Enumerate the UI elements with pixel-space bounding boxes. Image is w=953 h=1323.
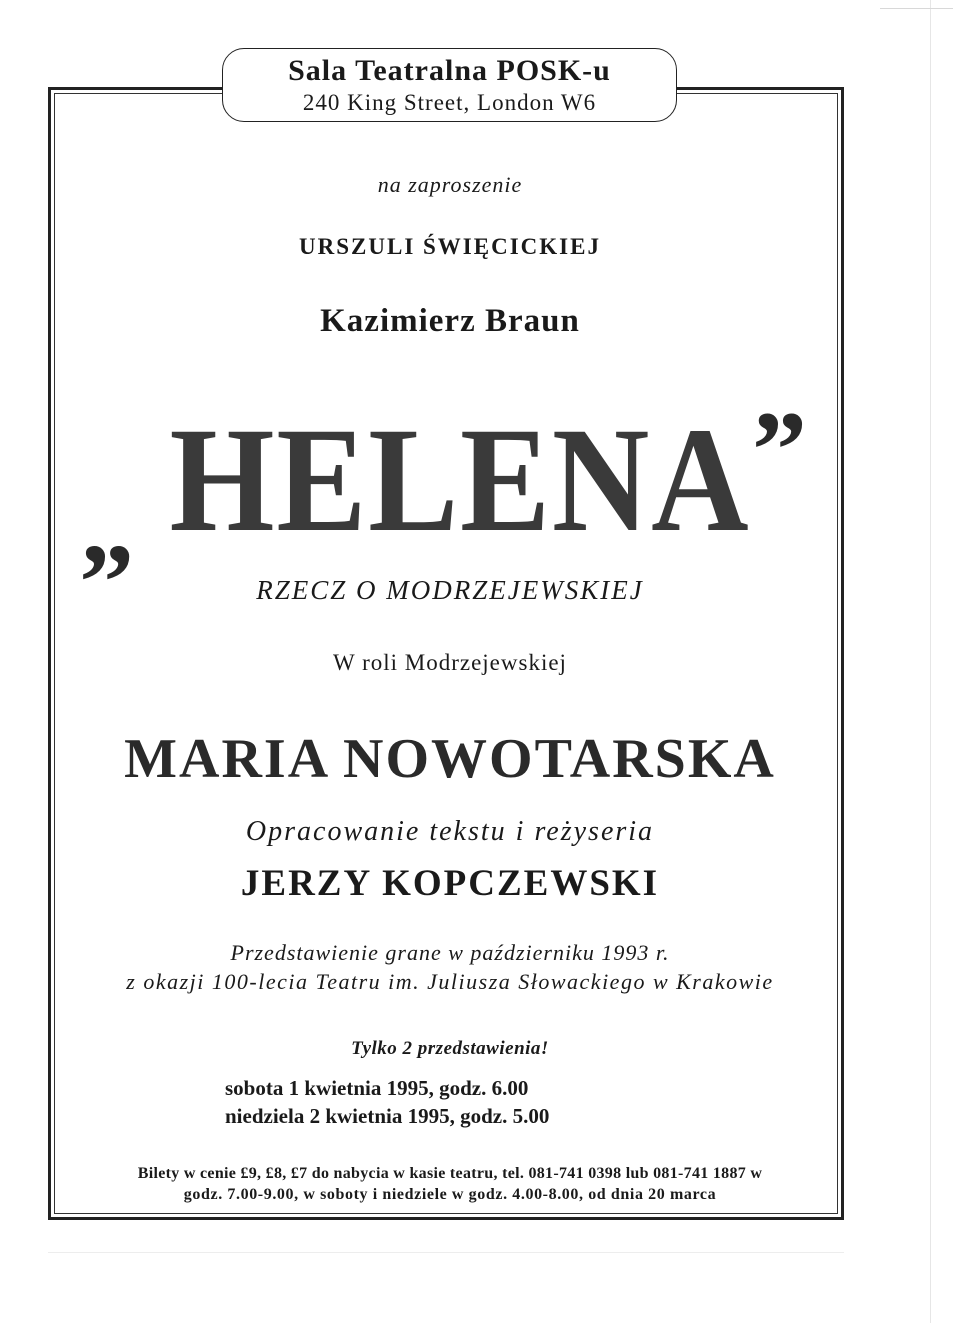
play-title-text: HELENA [169,397,751,563]
performance-info-line-1: Przedstawienie grane w październiku 1993 r. [230,940,670,965]
title-close-quote: ” [752,389,807,511]
director-name: JERZY KOPCZEWSKI [240,863,660,904]
scan-edge [930,0,931,1323]
tickets-info-line-1: Bilety w cenie £9, £8, £7 do nabycia w kasie teatru, tel. 081-741 0398 lub 081-741 1887 w [137,1165,763,1182]
host-name: URSZULI ŚWIĘCICKIEJ [299,234,601,259]
scan-edge-top [880,8,953,9]
direction-label: Opracowanie tekstu i reżyseria [245,816,655,847]
tickets-info-line-2: godz. 7.00-9.00, w soboty i niedziele w godz. 4.00-8.00, od dnia 20 marca [183,1186,717,1203]
performances-notice: Tylko 2 przedstawienia! [351,1038,549,1059]
performance-date-2: niedziela 2 kwietnia 1995, godz. 5.00 [225,1104,550,1128]
venue-header-box [222,48,677,122]
play-subtitle: RZECZ O MODRZEJEWSKIEJ [256,575,644,605]
actress-name: MARIA NOWOTARSKA [124,728,776,790]
title-open-quote: „ [80,464,135,586]
performance-schedule [225,1074,725,1130]
play-title [80,397,840,563]
venue-name: Sala Teatralna POSK-u [288,54,611,87]
invitation-label: na zaproszenie [377,172,523,197]
scan-artifact-line [48,1252,844,1253]
role-label: W roli Modrzejewskiej [333,650,567,675]
author-name: Kazimierz Braun [320,303,580,339]
performance-date-1: sobota 1 kwietnia 1995, godz. 6.00 [225,1076,529,1100]
performance-info-line-2: z okazji 100-lecia Teatru im. Juliusza Słowackiego w Krakowie [126,969,774,994]
venue-address: 240 King Street, London W6 [302,90,597,115]
